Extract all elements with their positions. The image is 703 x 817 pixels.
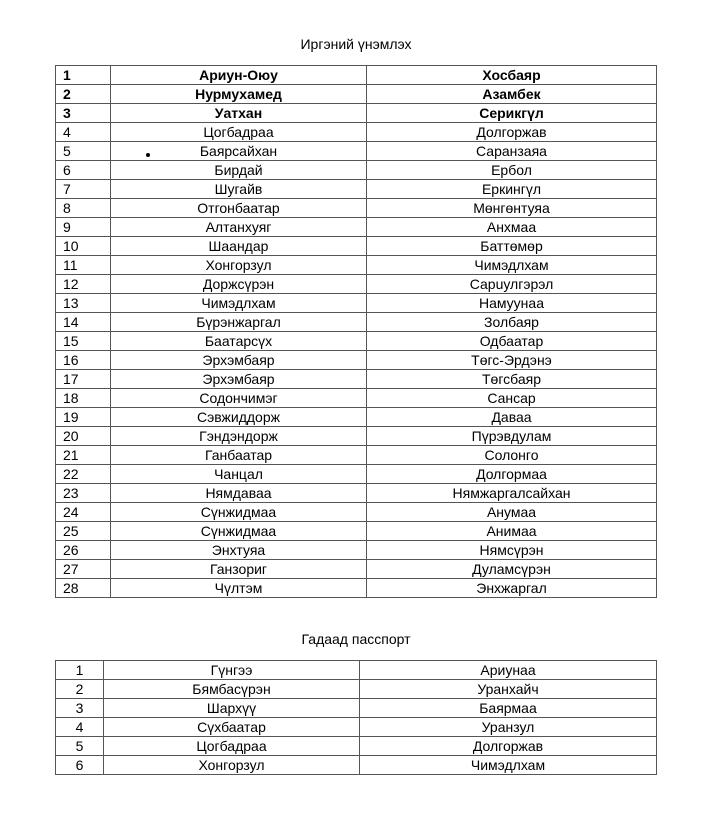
row-number: 1	[56, 661, 104, 680]
name-cell-second: Анимаа	[367, 522, 657, 541]
name-cell-first: Энхтуяа	[111, 541, 367, 560]
name-cell-first: Баярсайхан	[111, 142, 367, 161]
name-cell-first: Нямдаваа	[111, 484, 367, 503]
name-cell-second: Долгоржав	[367, 123, 657, 142]
table-row	[56, 199, 657, 218]
table-row	[56, 370, 657, 389]
table-row	[56, 123, 657, 142]
row-number: 17	[56, 370, 111, 389]
row-number: 28	[56, 579, 111, 598]
name-cell-first: Гүнгээ	[104, 661, 360, 680]
table-row	[56, 332, 657, 351]
row-number: 11	[56, 256, 111, 275]
table-row	[56, 66, 657, 85]
row-number: 23	[56, 484, 111, 503]
table-row	[56, 161, 657, 180]
table-row	[56, 85, 657, 104]
name-cell-first: Чанцал	[111, 465, 367, 484]
table-row	[56, 313, 657, 332]
name-cell-second: Төгсбаяр	[367, 370, 657, 389]
row-number: 7	[56, 180, 111, 199]
row-number: 20	[56, 427, 111, 446]
table-row	[56, 389, 657, 408]
table-row	[56, 427, 657, 446]
row-number: 18	[56, 389, 111, 408]
row-number: 2	[56, 680, 104, 699]
name-cell-second: Уранзул	[360, 718, 657, 737]
name-cell-first: Сэвжиддорж	[111, 408, 367, 427]
row-number: 21	[56, 446, 111, 465]
row-number: 3	[56, 104, 111, 123]
table-row	[56, 256, 657, 275]
name-cell-second: Намуунаа	[367, 294, 657, 313]
row-number: 6	[56, 161, 111, 180]
name-cell-first: Шаандар	[111, 237, 367, 256]
table-row	[56, 756, 657, 775]
table-row	[56, 699, 657, 718]
name-cell-first: Сүнжидмаа	[111, 522, 367, 541]
name-cell-first: Отгонбаатар	[111, 199, 367, 218]
name-cell-second: Азамбек	[367, 85, 657, 104]
name-cell-second: Сарuулгэрэл	[367, 275, 657, 294]
name-cell-second: Баттөмөр	[367, 237, 657, 256]
row-number: 5	[56, 737, 104, 756]
name-cell-second: Нямжаргалсайхан	[367, 484, 657, 503]
name-cell-first: Хонгорзул	[104, 756, 360, 775]
name-cell-first: Баатарсүх	[111, 332, 367, 351]
name-cell-first: Эрхэмбаяр	[111, 351, 367, 370]
table-row	[56, 541, 657, 560]
table-row	[56, 737, 657, 756]
table-row	[56, 237, 657, 256]
row-number: 13	[56, 294, 111, 313]
name-cell-first: Чүлтэм	[111, 579, 367, 598]
name-cell-second: Даваа	[367, 408, 657, 427]
name-cell-second: Долгоржав	[360, 737, 657, 756]
row-number: 10	[56, 237, 111, 256]
table-row	[56, 579, 657, 598]
name-cell-first: Ганбаатар	[111, 446, 367, 465]
name-cell-second: Баярмаа	[360, 699, 657, 718]
table-row	[56, 718, 657, 737]
name-cell-second: Энхжаргал	[367, 579, 657, 598]
table-row	[56, 218, 657, 237]
name-cell-second: Төгс-Эрдэнэ	[367, 351, 657, 370]
row-number: 15	[56, 332, 111, 351]
row-number: 4	[56, 718, 104, 737]
name-cell-second: Нямсүрэн	[367, 541, 657, 560]
table-row	[56, 484, 657, 503]
table-row	[56, 351, 657, 370]
name-cell-second: Анумаа	[367, 503, 657, 522]
table-row	[56, 408, 657, 427]
row-number: 27	[56, 560, 111, 579]
name-cell-second: Одбаатар	[367, 332, 657, 351]
section-title-passport: Гадаад пасспорт	[301, 631, 411, 647]
passport-table	[55, 660, 657, 775]
row-number: 8	[56, 199, 111, 218]
name-cell-second: Анхмаа	[367, 218, 657, 237]
name-cell-first: Цогбадраа	[104, 737, 360, 756]
row-number: 26	[56, 541, 111, 560]
name-cell-second: Сансар	[367, 389, 657, 408]
name-cell-first: Содончимэг	[111, 389, 367, 408]
name-cell-first: Уатхан	[111, 104, 367, 123]
name-cell-second: Долгормаа	[367, 465, 657, 484]
section-title-id-card: Иргэний үнэмлэх	[300, 36, 412, 52]
name-cell-second: Серикгүл	[367, 104, 657, 123]
table-row	[56, 294, 657, 313]
name-cell-second: Уранхайч	[360, 680, 657, 699]
row-number: 16	[56, 351, 111, 370]
name-cell-second: Мөнгөнтуяа	[367, 199, 657, 218]
table-row	[56, 465, 657, 484]
row-number: 9	[56, 218, 111, 237]
name-cell-second: Солонго	[367, 446, 657, 465]
table-row	[56, 522, 657, 541]
row-number: 2	[56, 85, 111, 104]
name-cell-second: Хосбаяр	[367, 66, 657, 85]
row-number: 4	[56, 123, 111, 142]
row-number: 24	[56, 503, 111, 522]
name-cell-second: Пүрэвдулам	[367, 427, 657, 446]
row-number: 22	[56, 465, 111, 484]
row-number: 12	[56, 275, 111, 294]
name-cell-first: Бүрэнжаргал	[111, 313, 367, 332]
name-cell-first: Шархүү	[104, 699, 360, 718]
row-number: 6	[56, 756, 104, 775]
name-cell-first: Цогбадраа	[111, 123, 367, 142]
name-cell-second: Чимэдлхам	[367, 256, 657, 275]
name-cell-first: Бирдай	[111, 161, 367, 180]
name-cell-second: Саранзаяа	[367, 142, 657, 161]
table-row	[56, 680, 657, 699]
row-number: 25	[56, 522, 111, 541]
name-cell-first: Ганзориг	[111, 560, 367, 579]
row-number: 1	[56, 66, 111, 85]
name-cell-second: Еркингүл	[367, 180, 657, 199]
row-number: 5	[56, 142, 111, 161]
name-cell-first: Сүхбаатар	[104, 718, 360, 737]
table-row	[56, 275, 657, 294]
table-row	[56, 142, 657, 161]
name-cell-second: Ербол	[367, 161, 657, 180]
name-cell-second: Чимэдлхам	[360, 756, 657, 775]
name-cell-first: Ариун-Оюу	[111, 66, 367, 85]
name-cell-first: Алтанхуяг	[111, 218, 367, 237]
name-cell-first: Гэндэндорж	[111, 427, 367, 446]
table-row	[56, 503, 657, 522]
table-row	[56, 104, 657, 123]
name-cell-first: Хонгорзул	[111, 256, 367, 275]
name-cell-first: Чимэдлхам	[111, 294, 367, 313]
name-cell-first: Сүнжидмаа	[111, 503, 367, 522]
name-cell-first: Шугайв	[111, 180, 367, 199]
table-row	[56, 560, 657, 579]
table-row	[56, 446, 657, 465]
row-number: 14	[56, 313, 111, 332]
name-cell-first: Доржсүрэн	[111, 275, 367, 294]
id-card-table-body	[56, 66, 657, 598]
name-cell-second: Ариунаа	[360, 661, 657, 680]
name-cell-second: Дуламсүрэн	[367, 560, 657, 579]
stray-dot-mark	[146, 153, 150, 157]
table-row	[56, 661, 657, 680]
name-cell-second: Золбаяр	[367, 313, 657, 332]
row-number: 19	[56, 408, 111, 427]
name-cell-first: Эрхэмбаяр	[111, 370, 367, 389]
row-number: 3	[56, 699, 104, 718]
passport-table-body	[56, 661, 657, 775]
table-row	[56, 180, 657, 199]
name-cell-first: Нурмухамед	[111, 85, 367, 104]
id-card-table	[55, 65, 657, 598]
name-cell-first: Бямбасүрэн	[104, 680, 360, 699]
